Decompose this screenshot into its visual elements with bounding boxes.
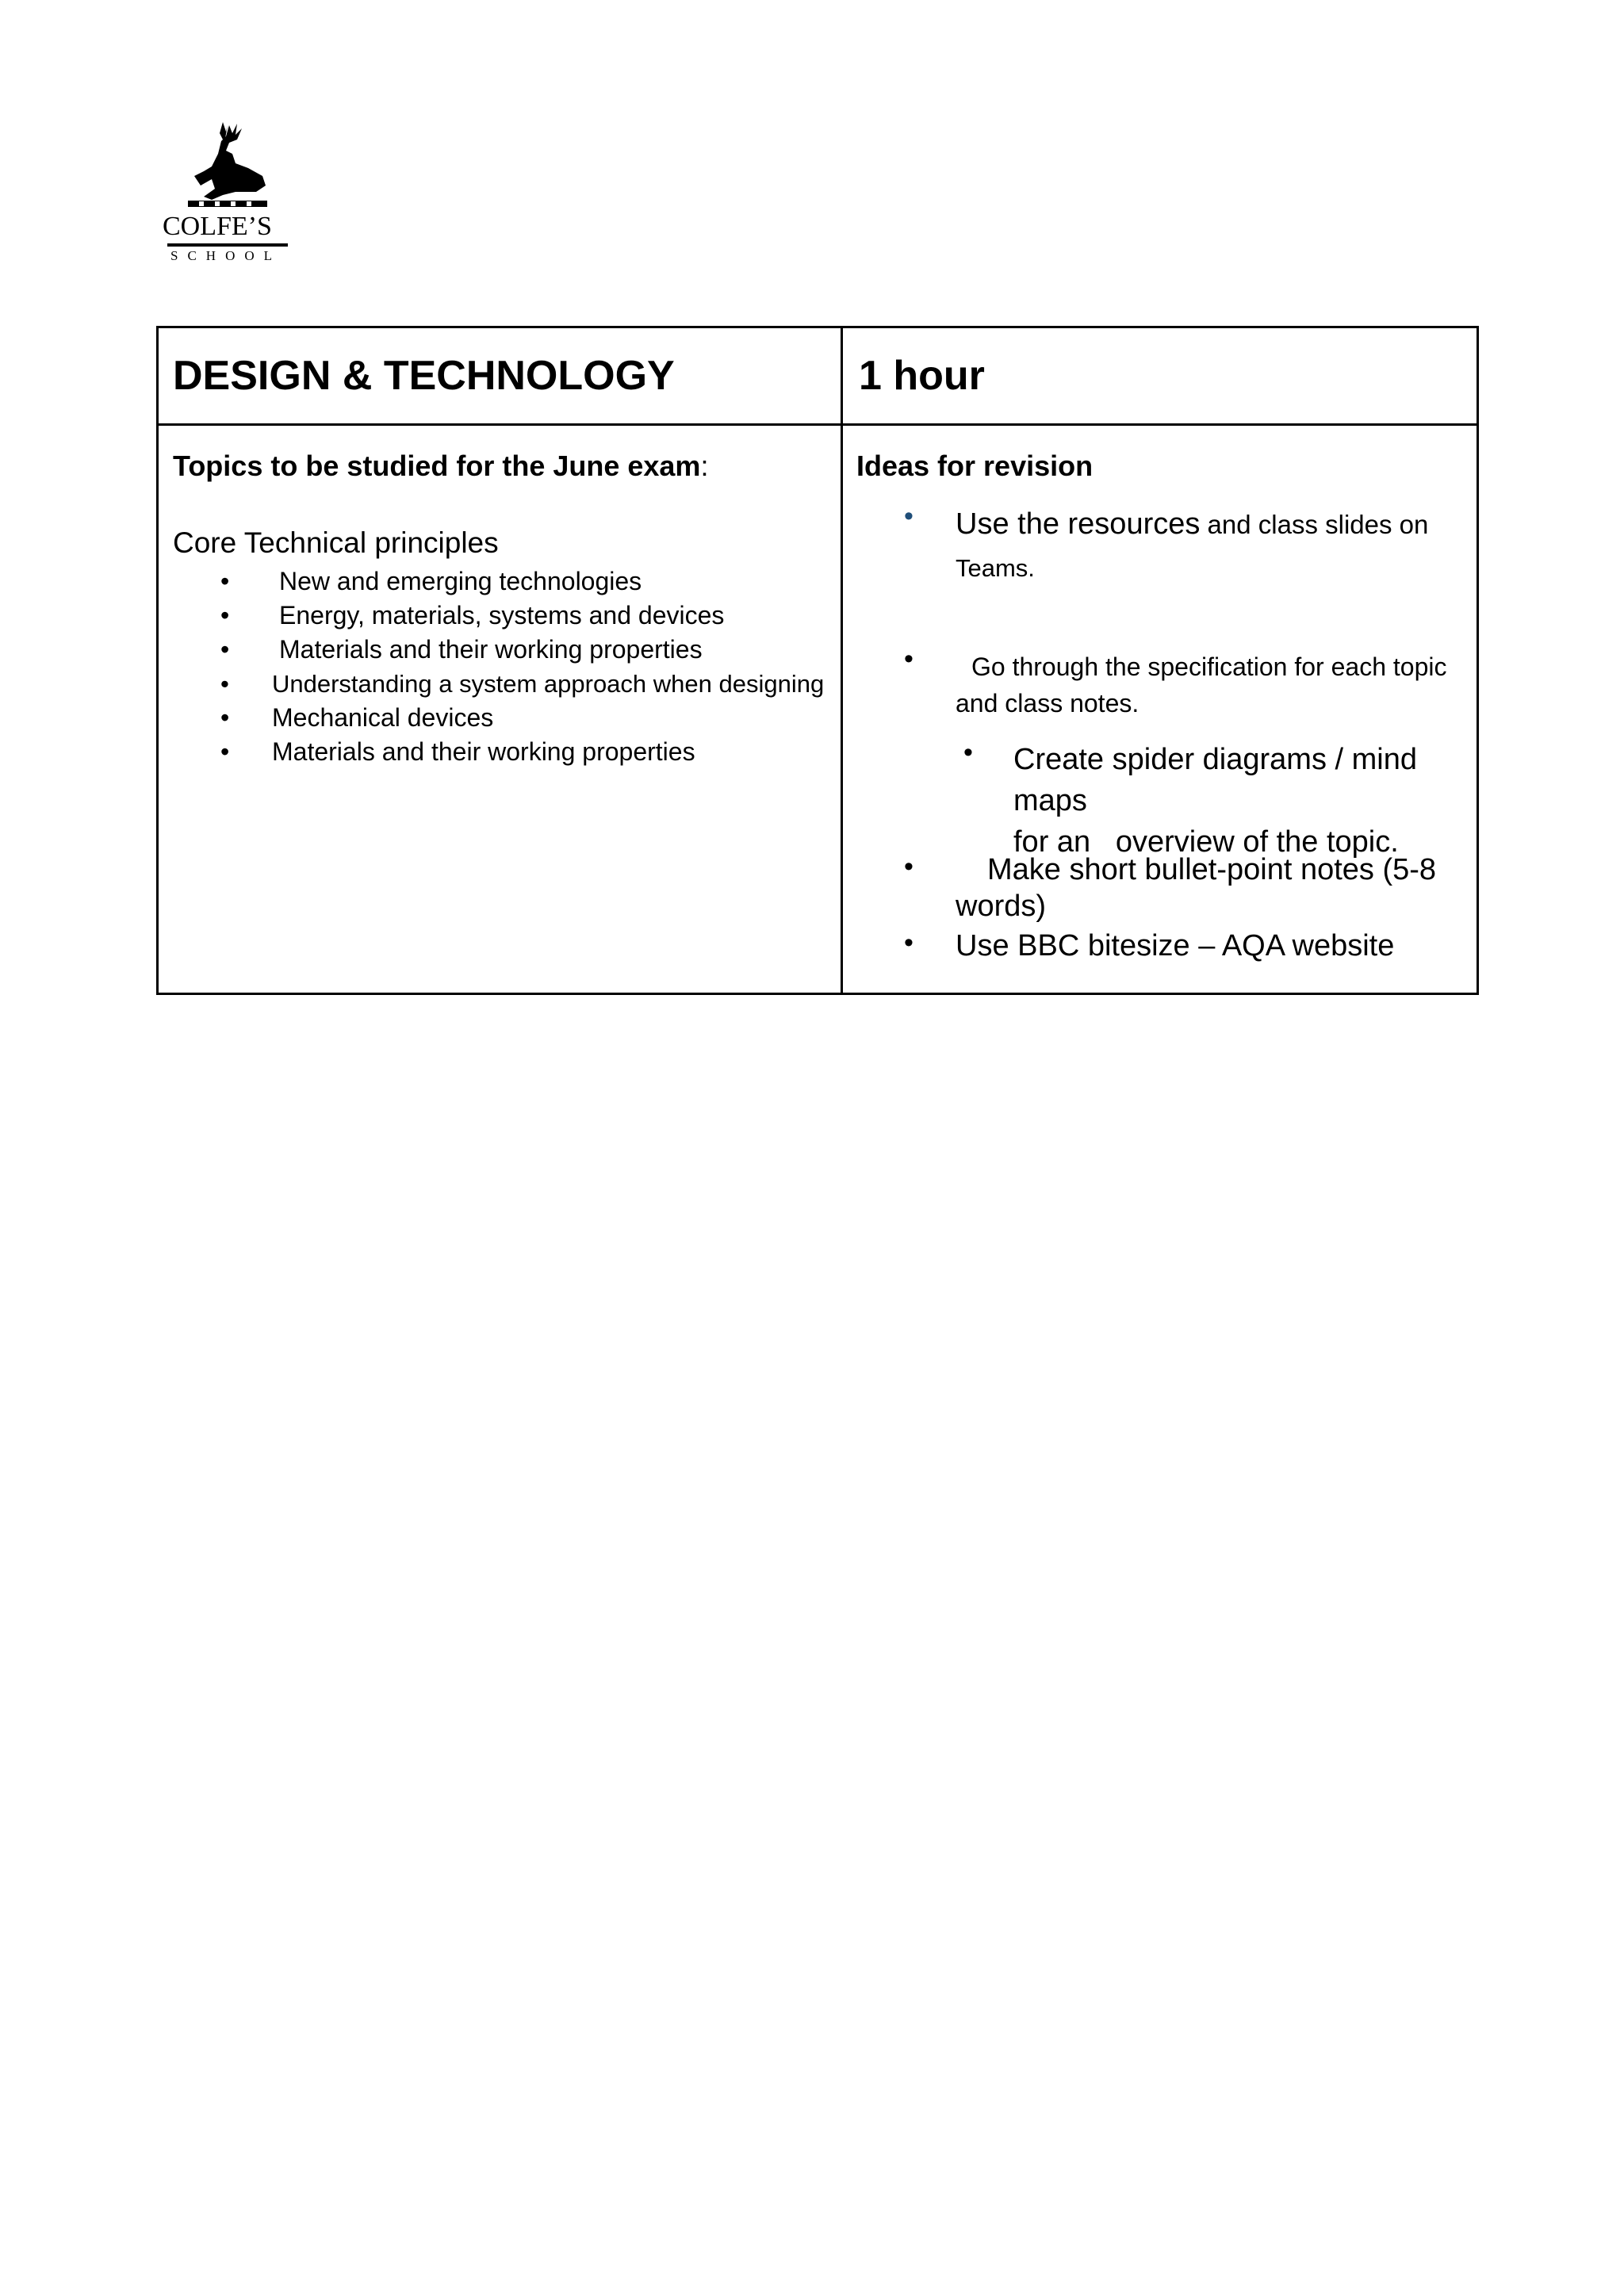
school-logo	[163, 119, 297, 264]
revision-text: Create spider diagrams / mind maps	[1013, 743, 1417, 817]
bullet-icon: •	[904, 928, 914, 958]
revision-text: and class notes.	[956, 689, 1139, 718]
logo-school-name: COLFE’S	[163, 212, 272, 241]
list-item	[856, 851, 1467, 924]
list-item	[856, 739, 1467, 863]
list-item: • New and emerging technologies	[173, 564, 839, 599]
list-item	[856, 501, 1467, 587]
revision-text: for an overview of the topic.	[1013, 825, 1399, 859]
list-item: • Materials and their working properties	[173, 633, 839, 667]
bullet-icon: •	[904, 501, 914, 531]
bullet-icon: •	[904, 851, 914, 882]
revision-text: Make short bullet-point notes (5-8	[987, 853, 1437, 886]
revision-text: and class slides on	[1200, 510, 1429, 539]
revision-text: Use BBC bitesize – AQA website	[956, 929, 1395, 962]
revision-text: Teams.	[956, 554, 1035, 582]
revision-text: words)	[956, 890, 1047, 923]
exam-duration: 1 hour	[859, 353, 985, 399]
exam-table	[156, 326, 1479, 995]
revision-text: Use the resources	[956, 507, 1201, 541]
table-column-divider	[841, 328, 843, 993]
list-item: • Understanding a system approach when designing	[173, 667, 839, 701]
revision-text: Go through the specification for each topic	[971, 652, 1447, 681]
topics-cell	[173, 449, 839, 769]
logo-divider	[167, 243, 288, 247]
list-item: • Mechanical devices	[173, 701, 839, 735]
topic-list	[173, 564, 839, 769]
logo-subtitle: SCHOOL	[170, 248, 282, 263]
list-item: • Materials and their working properties	[173, 735, 839, 769]
revision-heading: Ideas for revision	[856, 450, 1094, 482]
bullet-icon: •	[963, 737, 973, 767]
stag-crest-icon	[180, 119, 275, 210]
list-item: • Energy, materials, systems and devices	[173, 599, 839, 633]
bullet-icon: •	[904, 644, 914, 674]
subject-title: DESIGN & TECHNOLOGY	[173, 353, 675, 399]
table-row-divider	[159, 423, 1477, 426]
topic-group-title: Core Technical principles	[173, 526, 499, 559]
list-item	[856, 644, 1467, 721]
topics-heading: Topics to be studied for the June exam:	[173, 450, 709, 482]
list-item	[856, 928, 1467, 964]
